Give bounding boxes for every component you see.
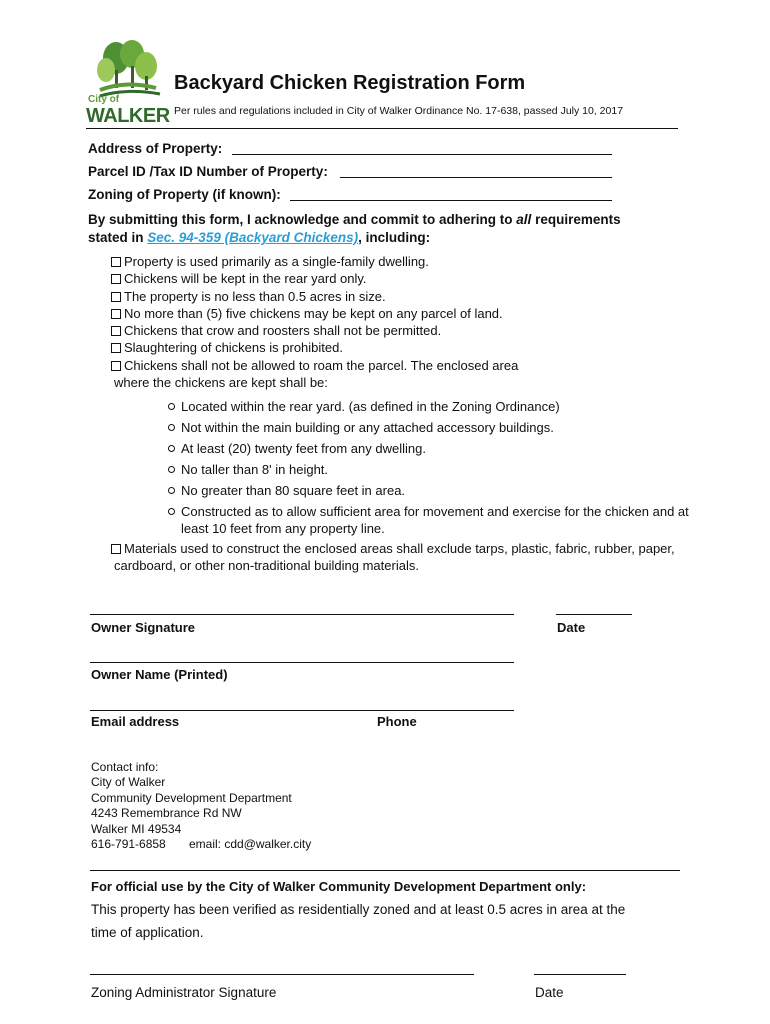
list-item <box>168 483 405 498</box>
enclosure-text: Located within the rear yard. (as defined in the Zoning Ordinance) <box>181 399 560 414</box>
checkbox[interactable] <box>111 292 121 302</box>
list-item <box>168 504 689 519</box>
header-divider <box>86 128 678 129</box>
list-item <box>168 441 426 456</box>
email-label: Email address <box>91 714 180 729</box>
checkbox[interactable] <box>111 544 121 554</box>
contact-dept: Community Development Department <box>91 791 292 805</box>
enclosure-text: At least (20) twenty feet from any dwelling. <box>181 441 426 456</box>
phone-label: Phone <box>377 714 417 729</box>
address-field[interactable] <box>232 154 612 155</box>
checkbox[interactable] <box>111 326 121 336</box>
requirement-text: The property is no less than 0.5 acres in size. <box>124 289 386 304</box>
list-item <box>168 462 328 477</box>
materials-continuation: cardboard, or other non-traditional building materials. <box>114 558 419 573</box>
address-label: Address of Property: <box>88 141 223 156</box>
email-phone-field[interactable] <box>90 710 514 711</box>
ordinance-link[interactable]: Sec. 94-359 (Backyard Chickens) <box>147 230 359 245</box>
bullet-icon <box>168 445 175 452</box>
checkbox[interactable] <box>111 361 121 371</box>
enclosure-text: Not within the main building or any attached accessory buildings. <box>181 420 554 435</box>
logo-text-top: City of <box>88 94 120 105</box>
zoning-field[interactable] <box>290 200 612 201</box>
contact-city: Walker MI 49534 <box>91 822 182 836</box>
admin-date-label: Date <box>535 985 564 1000</box>
contact-org: City of Walker <box>91 775 166 789</box>
materials-text: Materials used to construct the enclosed areas shall exclude tarps, plastic, fabric, rubber, paper, <box>124 541 675 556</box>
bullet-icon <box>168 424 175 431</box>
enclosure-text: Constructed as to allow sufficient area for movement and exercise for the chicken and at <box>181 504 689 519</box>
list-item <box>111 541 675 556</box>
list-item <box>168 420 554 435</box>
contact-street: 4243 Remembrance Rd NW <box>91 806 242 820</box>
logo-text-main: WALKER <box>86 105 170 127</box>
requirement-text: Chickens will be kept in the rear yard only. <box>124 271 367 286</box>
acknowledge-line-2 <box>88 230 430 245</box>
requirement-text: Property is used primarily as a single-family dwelling. <box>124 254 429 269</box>
requirement-text: Chickens shall not be allowed to roam the parcel. The enclosed area <box>124 358 519 373</box>
contact-phone: 616-791-6858 <box>91 837 166 851</box>
acknowledge-emphasis: all <box>516 212 532 227</box>
owner-name-label: Owner Name (Printed) <box>91 667 228 682</box>
official-divider <box>90 870 680 871</box>
contact-heading: Contact info: <box>91 760 159 774</box>
date-label: Date <box>557 620 586 635</box>
checkbox[interactable] <box>111 343 121 353</box>
requirement-text: Slaughtering of chickens is prohibited. <box>124 340 343 355</box>
requirement-text: No more than (5) five chickens may be kept on any parcel of land. <box>124 306 503 321</box>
bullet-icon <box>168 403 175 410</box>
acknowledge-text-2: stated in <box>88 230 148 245</box>
official-line-2: time of application. <box>91 925 204 940</box>
admin-date-field[interactable] <box>534 974 626 975</box>
owner-name-field[interactable] <box>90 662 514 663</box>
acknowledge-text-end: requirements <box>531 212 621 227</box>
contact-email[interactable]: email: cdd@walker.city <box>189 837 312 851</box>
checkbox[interactable] <box>111 274 121 284</box>
city-logo <box>86 40 172 130</box>
list-item <box>111 323 441 338</box>
parcel-label: Parcel ID /Tax ID Number of Property: <box>88 164 328 179</box>
list-item <box>111 358 518 373</box>
enclosure-text: No taller than 8' in height. <box>181 462 329 477</box>
requirement-continuation: where the chickens are kept shall be: <box>114 375 328 390</box>
owner-signature-field[interactable] <box>90 614 514 615</box>
list-item <box>111 340 343 355</box>
checkbox[interactable] <box>111 309 121 319</box>
acknowledge-line-1 <box>88 212 621 227</box>
enclosure-text: No greater than 80 square feet in area. <box>181 483 406 498</box>
list-item <box>111 254 429 269</box>
list-item <box>111 289 386 304</box>
list-item <box>111 306 503 321</box>
admin-signature-field[interactable] <box>90 974 474 975</box>
official-heading: For official use by the City of Walker Community Development Department only: <box>91 879 587 894</box>
date-field[interactable] <box>556 614 632 615</box>
bullet-icon <box>168 466 175 473</box>
checkbox[interactable] <box>111 257 121 267</box>
page-title: Backyard Chicken Registration Form <box>174 72 526 94</box>
official-line-1: This property has been verified as residentially zoned and at least 0.5 acres in area at the <box>91 902 626 917</box>
admin-signature-label: Zoning Administrator Signature <box>91 985 277 1000</box>
page-subtitle: Per rules and regulations included in City of Walker Ordinance No. 17-638, passed July 10, 2017 <box>174 105 624 117</box>
enclosure-continuation: least 10 feet from any property line. <box>181 521 385 536</box>
list-item <box>111 271 367 286</box>
owner-signature-label: Owner Signature <box>91 620 196 635</box>
bullet-icon <box>168 508 175 515</box>
parcel-field[interactable] <box>340 177 612 178</box>
list-item <box>168 399 560 414</box>
bullet-icon <box>168 487 175 494</box>
acknowledge-text-2-end: , including: <box>358 230 431 245</box>
requirement-text: Chickens that crow and roosters shall not be permitted. <box>124 323 442 338</box>
zoning-label: Zoning of Property (if known): <box>88 187 281 202</box>
acknowledge-text: By submitting this form, I acknowledge and commit to adhering to <box>88 212 517 227</box>
